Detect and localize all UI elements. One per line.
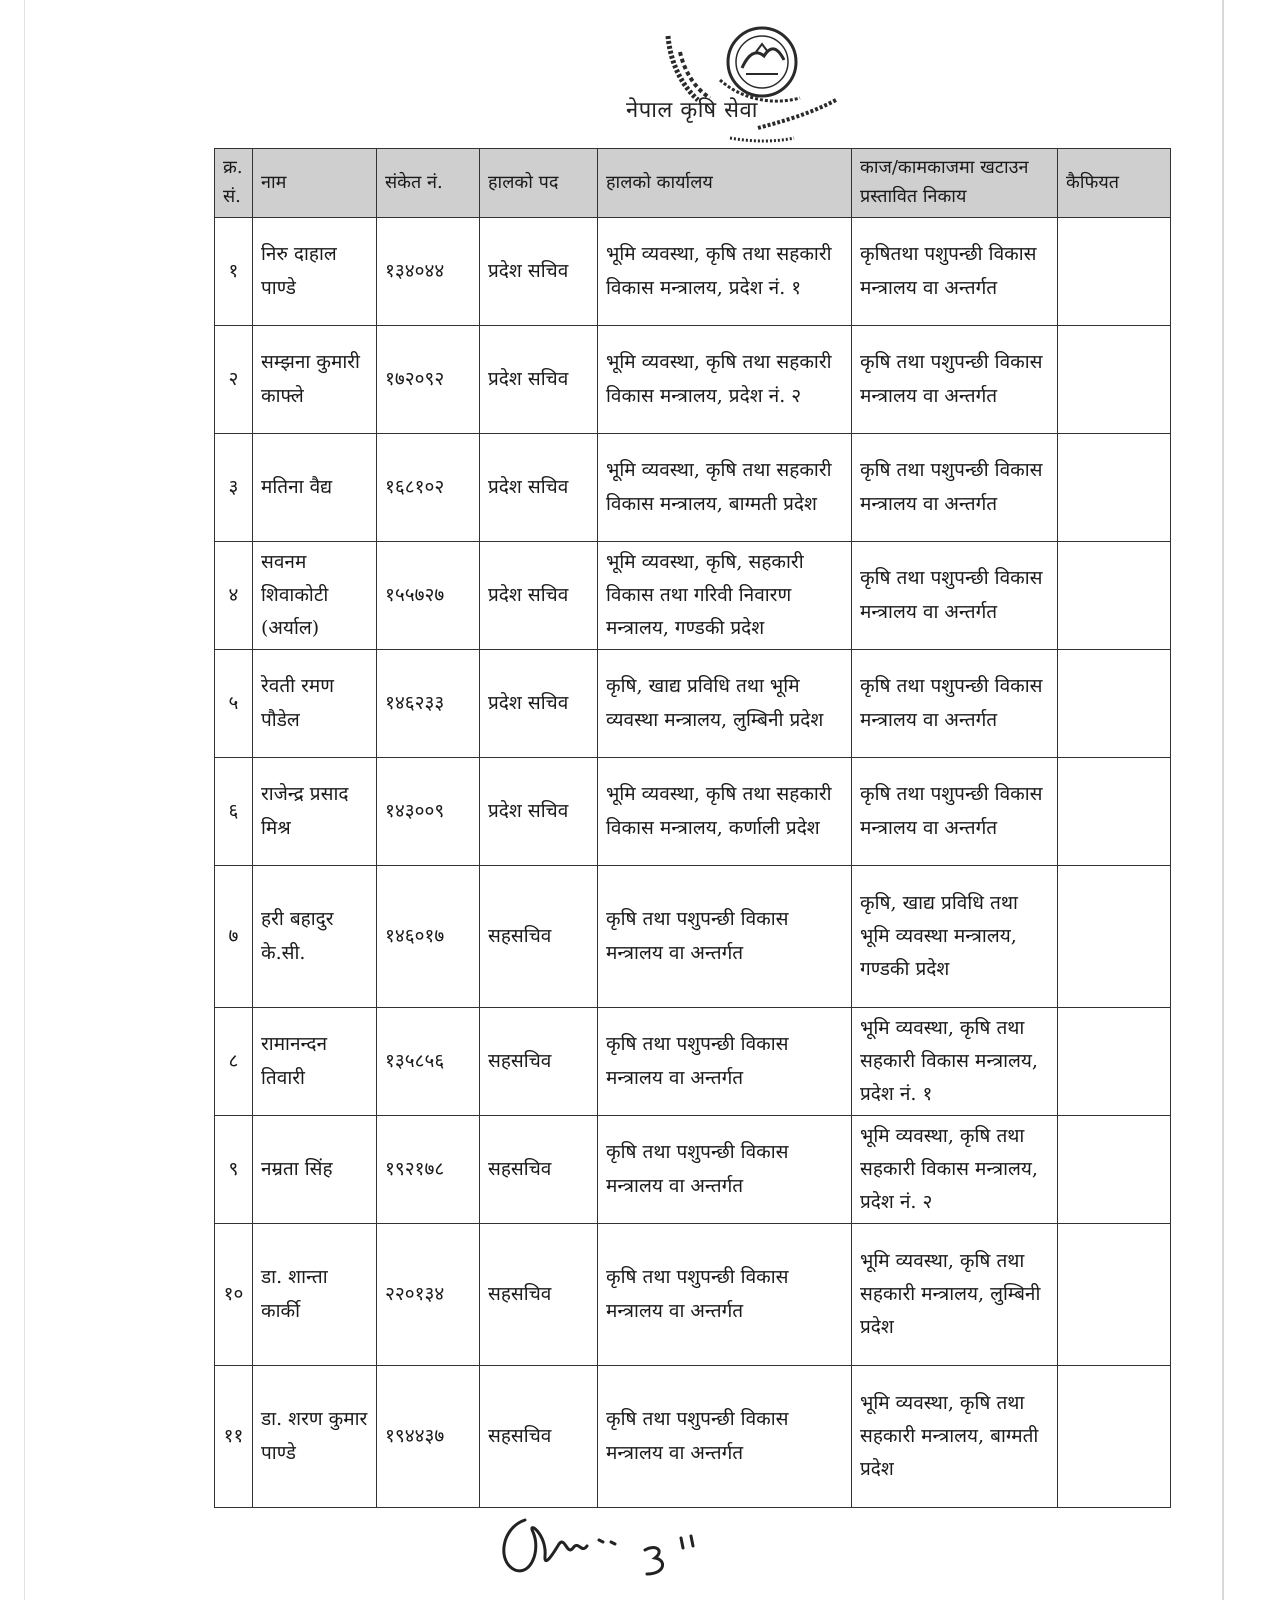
table-header-row [215,149,1171,218]
cell-name: सम्झना कुमारी काफ्ले [253,326,377,434]
cell-serial: ४ [215,542,253,650]
cell-office: कृषि, खाद्य प्रविधि तथा भूमि व्यवस्था मन्त्रालय, लुम्बिनी प्रदेश [598,650,852,758]
cell-code: १३४०४४ [377,218,480,326]
handwritten-signature [495,1510,715,1595]
cell-post: प्रदेश सचिव [480,758,598,866]
cell-remarks [1058,1008,1171,1116]
cell-remarks [1058,542,1171,650]
cell-post: सहसचिव [480,1116,598,1224]
cell-name: रामानन्दन तिवारी [253,1008,377,1116]
cell-code: १७२०९२ [377,326,480,434]
cell-office: कृषि तथा पशुपन्छी विकास मन्त्रालय वा अन्तर्गत [598,1366,852,1508]
table-row [215,326,1171,434]
table-row [215,1366,1171,1508]
cell-proposed: कृषि तथा पशुपन्छी विकास मन्त्रालय वा अन्तर्गत [852,758,1058,866]
cell-remarks [1058,866,1171,1008]
cell-proposed: कृषि तथा पशुपन्छी विकास मन्त्रालय वा अन्तर्गत [852,542,1058,650]
table-row [215,434,1171,542]
cell-proposed: भूमि व्यवस्था, कृषि तथा सहकारी विकास मन्त्रालय, प्रदेश नं. २ [852,1116,1058,1224]
cell-code: १९४४३७ [377,1366,480,1508]
cell-serial: १ [215,218,253,326]
cell-serial: ११ [215,1366,253,1508]
cell-remarks [1058,218,1171,326]
cell-proposed: भूमि व्यवस्था, कृषि तथा सहकारी मन्त्रालय, लुम्बिनी प्रदेश [852,1224,1058,1366]
cell-name: नम्रता सिंह [253,1116,377,1224]
cell-name: रेवती रमण पौडेल [253,650,377,758]
cell-name: सवनम शिवाकोटी (अर्याल) [253,542,377,650]
cell-post: प्रदेश सचिव [480,326,598,434]
cell-serial: ३ [215,434,253,542]
cell-office: कृषि तथा पशुपन्छी विकास मन्त्रालय वा अन्तर्गत [598,1008,852,1116]
cell-post: सहसचिव [480,1366,598,1508]
column-header-name: नाम [253,149,377,218]
cell-name: हरी बहादुर के.सी. [253,866,377,1008]
cell-code: २२०१३४ [377,1224,480,1366]
table-row [215,866,1171,1008]
cell-proposed: भूमि व्यवस्था, कृषि तथा सहकारी विकास मन्त्रालय, प्रदेश नं. १ [852,1008,1058,1116]
cell-office: भूमि व्यवस्था, कृषि तथा सहकारी विकास मन्त्रालय, प्रदेश नं. १ [598,218,852,326]
cell-remarks [1058,1224,1171,1366]
cell-serial: ५ [215,650,253,758]
cell-office: कृषि तथा पशुपन्छी विकास मन्त्रालय वा अन्तर्गत [598,1116,852,1224]
cell-remarks [1058,326,1171,434]
column-header-post: हालको पद [480,149,598,218]
cell-office: भूमि व्यवस्था, कृषि तथा सहकारी विकास मन्त्रालय, प्रदेश नं. २ [598,326,852,434]
cell-remarks [1058,434,1171,542]
cell-serial: २ [215,326,253,434]
table-row [215,1008,1171,1116]
cell-code: १३५८५६ [377,1008,480,1116]
table-row [215,650,1171,758]
cell-post: सहसचिव [480,1008,598,1116]
cell-proposed: कृषितथा पशुपन्छी विकास मन्त्रालय वा अन्तर्गत [852,218,1058,326]
cell-name: राजेन्द्र प्रसाद मिश्र [253,758,377,866]
cell-serial: ६ [215,758,253,866]
cell-remarks [1058,1116,1171,1224]
table-row [215,758,1171,866]
cell-code: १६८१०२ [377,434,480,542]
cell-proposed: कृषि तथा पशुपन्छी विकास मन्त्रालय वा अन्तर्गत [852,326,1058,434]
cell-office: भूमि व्यवस्था, कृषि तथा सहकारी विकास मन्त्रालय, कर्णाली प्रदेश [598,758,852,866]
cell-post: प्रदेश सचिव [480,218,598,326]
cell-code: १४६०१७ [377,866,480,1008]
document-title: नेपाल कृषि सेवा [626,98,758,123]
column-header-office: हालको कार्यालय [598,149,852,218]
page-edge [1222,0,1224,1600]
cell-post: सहसचिव [480,866,598,1008]
cell-name: डा. शरण कुमार पाण्डे [253,1366,377,1508]
cell-remarks [1058,758,1171,866]
official-seal-stamp [660,10,850,160]
cell-office: भूमि व्यवस्था, कृषि तथा सहकारी विकास मन्त्रालय, बाग्मती प्रदेश [598,434,852,542]
table-row [215,1224,1171,1366]
cell-post: सहसचिव [480,1224,598,1366]
cell-office: कृषि तथा पशुपन्छी विकास मन्त्रालय वा अन्तर्गत [598,1224,852,1366]
cell-office: भूमि व्यवस्था, कृषि, सहकारी विकास तथा गरिवी निवारण मन्त्रालय, गण्डकी प्रदेश [598,542,852,650]
cell-post: प्रदेश सचिव [480,542,598,650]
transfer-roster-table [214,148,1171,1508]
cell-proposed: भूमि व्यवस्था, कृषि तथा सहकारी मन्त्रालय, बाग्मती प्रदेश [852,1366,1058,1508]
page-edge [24,0,25,1600]
column-header-serial: क्र. सं. [215,149,253,218]
cell-remarks [1058,1366,1171,1508]
table-row [215,218,1171,326]
cell-serial: १० [215,1224,253,1366]
cell-code: १५५७२७ [377,542,480,650]
cell-proposed: कृषि तथा पशुपन्छी विकास मन्त्रालय वा अन्तर्गत [852,434,1058,542]
cell-name: डा. शान्ता कार्की [253,1224,377,1366]
cell-code: १४३००९ [377,758,480,866]
cell-serial: ९ [215,1116,253,1224]
cell-name: मतिना वैद्य [253,434,377,542]
cell-post: प्रदेश सचिव [480,434,598,542]
cell-remarks [1058,650,1171,758]
column-header-proposed: काज/कामकाजमा खटाउन प्रस्तावित निकाय [852,149,1058,218]
table-row [215,1116,1171,1224]
cell-code: १९२१७८ [377,1116,480,1224]
cell-serial: ८ [215,1008,253,1116]
cell-serial: ७ [215,866,253,1008]
cell-code: १४६२३३ [377,650,480,758]
cell-name: निरु दाहाल पाण्डे [253,218,377,326]
cell-proposed: कृषि, खाद्य प्रविधि तथा भूमि व्यवस्था मन्त्रालय, गण्डकी प्रदेश [852,866,1058,1008]
table-row [215,542,1171,650]
cell-office: कृषि तथा पशुपन्छी विकास मन्त्रालय वा अन्तर्गत [598,866,852,1008]
column-header-remarks: कैफियत [1058,149,1171,218]
column-header-code: संकेत नं. [377,149,480,218]
cell-post: प्रदेश सचिव [480,650,598,758]
cell-proposed: कृषि तथा पशुपन्छी विकास मन्त्रालय वा अन्तर्गत [852,650,1058,758]
